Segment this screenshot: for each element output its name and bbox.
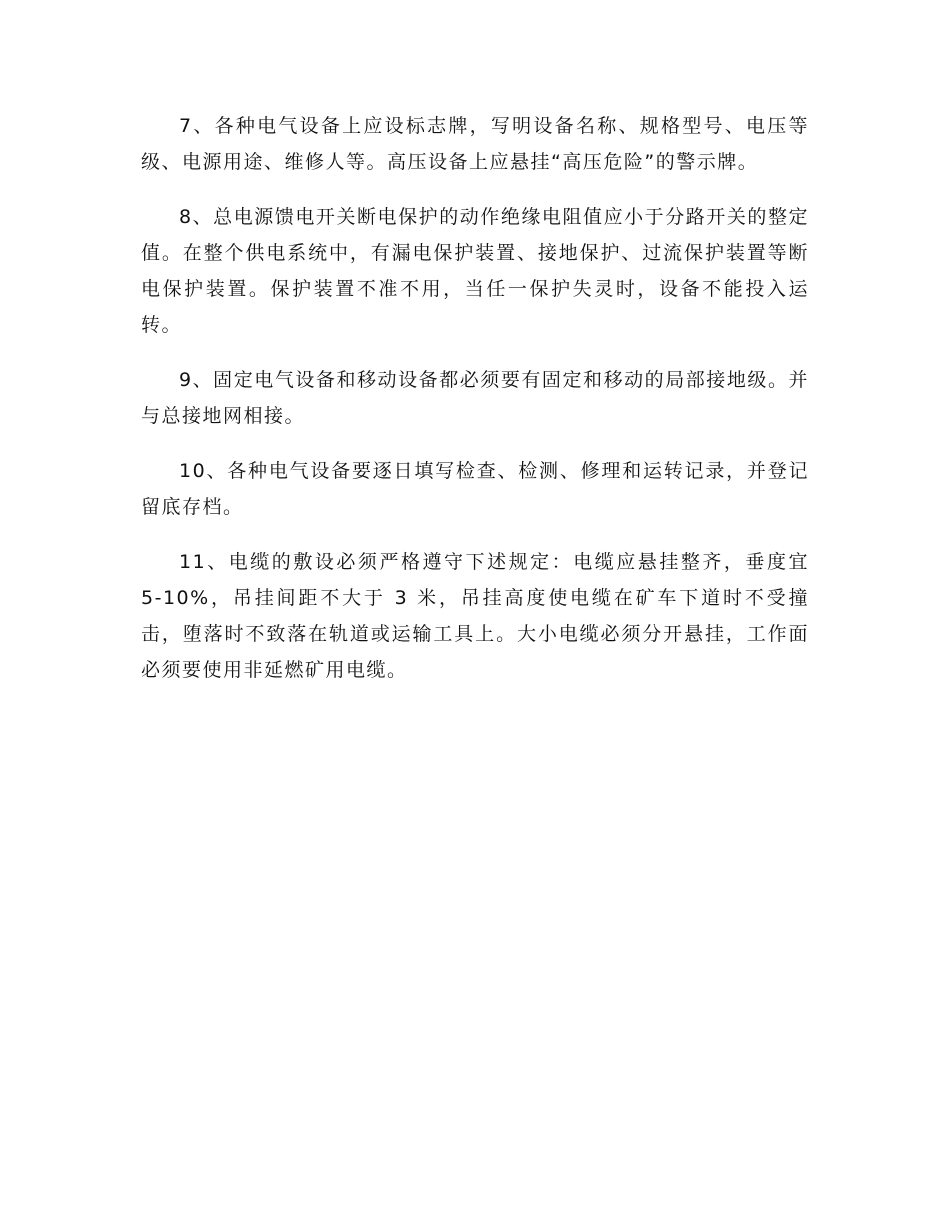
paragraph-10: 10、各种电气设备要逐日填写检查、检测、修理和运转记录，并登记留底存档。	[141, 460, 809, 518]
paragraph-11: 11、电缆的敷设必须严格遵守下述规定：电缆应悬挂整齐，垂度宜 5-10%，吊挂间距不大于 3 米，吊挂高度使电缆在矿车下道时不受撞击，堕落时不致落在轨道或运输工具上。大小电缆必须分开悬挂，工作面必须要使用非延燃矿用电缆。	[141, 551, 809, 681]
paragraph-8: 8、总电源馈电开关断电保护的动作绝缘电阻值应小于分路开关的整定值。在整个供电系统中，有漏电保护装置、接地保护、过流保护装置等断电保护装置。保护装置不准不用，当任一保护失灵时，设备不能投入运转。	[141, 206, 809, 336]
paragraph-9: 9、固定电气设备和移动设备都必须要有固定和移动的局部接地级。并与总接地网相接。	[141, 369, 809, 427]
document-body	[141, 108, 809, 707]
paragraph-7: 7、各种电气设备上应设标志牌，写明设备名称、规格型号、电压等级、电源用途、维修人等。高压设备上应悬挂“高压危险”的警示牌。	[141, 115, 809, 173]
